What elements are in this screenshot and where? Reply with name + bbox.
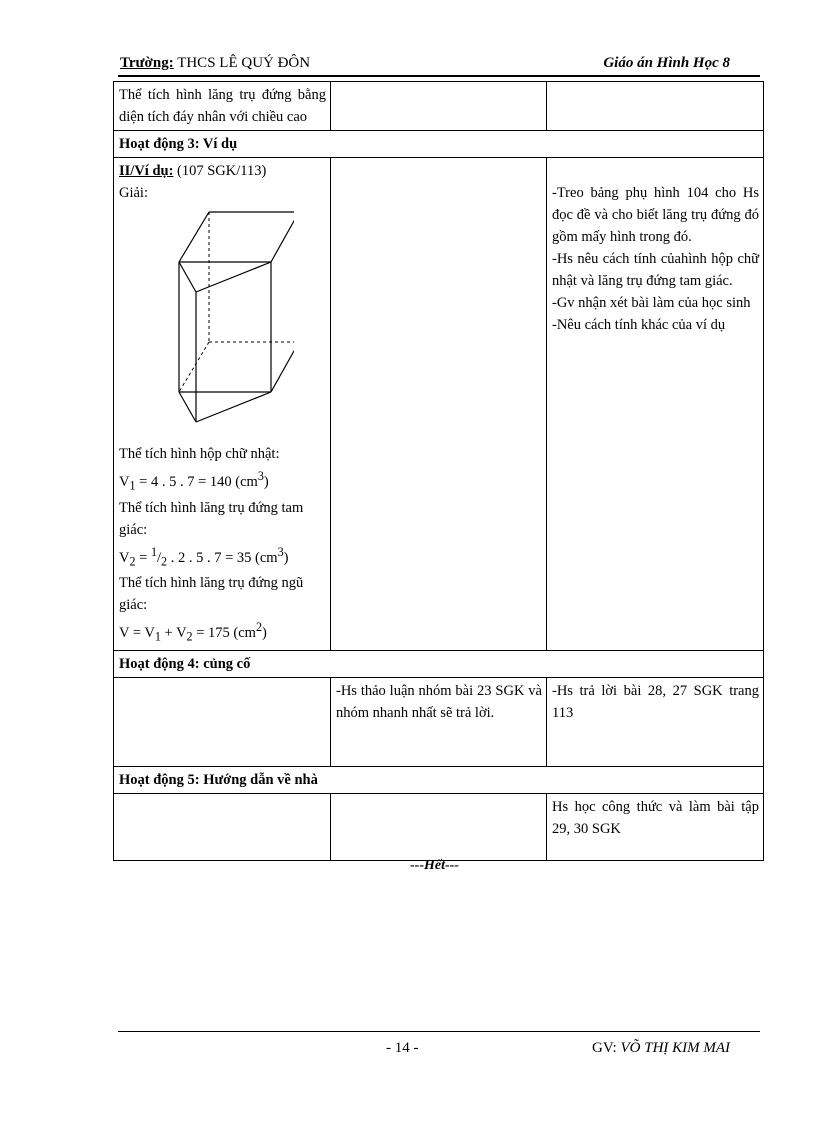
prism-figure [164,210,294,435]
cell-formula-text: Thể tích hình lăng trụ đứng bằng diện tích đáy nhân với chiều cao [114,82,331,131]
box-volume-label: Thể tích hình hộp chữ nhật: [119,446,280,462]
activity-4-title: Hoạt động 4: củng cố [114,651,764,678]
school-label: Trường: [120,55,174,71]
course-title: Giáo án Hình Học 8 [603,55,730,71]
activity-3-title: Hoạt động 3: Ví dụ [114,131,764,158]
v1-formula: $V_1 = 4$ . 5 . 7 = 140 $(cm^3)$ [119,469,269,493]
total-volume-formula: $V = V_1 + V_2 = 175$ $(cm^2)$ [119,620,267,645]
teacher-step: -Hs nêu cách tính củahình hộp chữ nhật và lăng trụ đứng tam giác. [552,251,759,289]
header-rule [118,75,760,77]
v2-formula: $V_2 = ^1/_2$ . 2 . 5 . 7 = 35 $(cm^3)$ [119,544,289,569]
cell-empty [114,678,331,767]
solution-label: Giải: [119,185,148,201]
activity-4-row [114,651,764,678]
pentagonal-prism-label: Thể tích hình lăng trụ đứng ngũ giác: [119,575,304,614]
activity-5-row [114,767,764,794]
example-cell [114,158,331,651]
cell-empty [114,794,331,861]
school-name: THCS LÊ QUÝ ĐÔN [177,55,311,71]
teacher-step: -Gv nhận xét bài làm của học sinh [552,295,751,311]
table-row [114,82,764,131]
teacher-step: -Treo bảng phụ hình 104 cho Hs đọc đề và cho biết lăng trụ đứng đó gồm mấy hình trong đó. [552,185,759,245]
teacher-activity-cell [547,158,764,651]
example-title: II/Ví dụ: [119,163,174,179]
activity-3-row [114,131,764,158]
activity-4-student: -Hs thảo luận nhóm bài 23 SGK và nhóm nhanh nhất sẽ trả lời. [331,678,547,767]
cell-empty [331,794,547,861]
teacher-name: GV: VÕ THỊ KIM MAI [592,1040,731,1056]
activity-4-content-row [114,678,764,767]
teacher-step: -Nêu cách tính khác của ví dụ [552,317,726,333]
cell-empty [547,82,764,131]
end-marker: ---Hết--- [410,858,459,873]
school-info [120,55,310,72]
activity-5-title: Hoạt động 5: Hướng dẫn về nhà [114,767,764,794]
cell-empty [331,158,547,651]
example-heading [119,160,326,182]
example-ref: (107 SGK/113) [173,163,267,179]
cell-empty [331,82,547,131]
activity-4-answer: -Hs trả lời bài 28, 27 SGK trang 113 [547,678,764,767]
triangular-prism-label: Thể tích hình lăng trụ đứng tam giác: [119,499,304,538]
activity-5-content-row [114,794,764,861]
lesson-table [113,81,764,861]
homework-text: Hs học công thức và làm bài tập 29, 30 SGK [547,794,764,861]
page-header [118,53,760,75]
example-row [114,158,764,651]
footer-rule [118,1031,760,1032]
page-number: - 14 - [386,1040,419,1056]
